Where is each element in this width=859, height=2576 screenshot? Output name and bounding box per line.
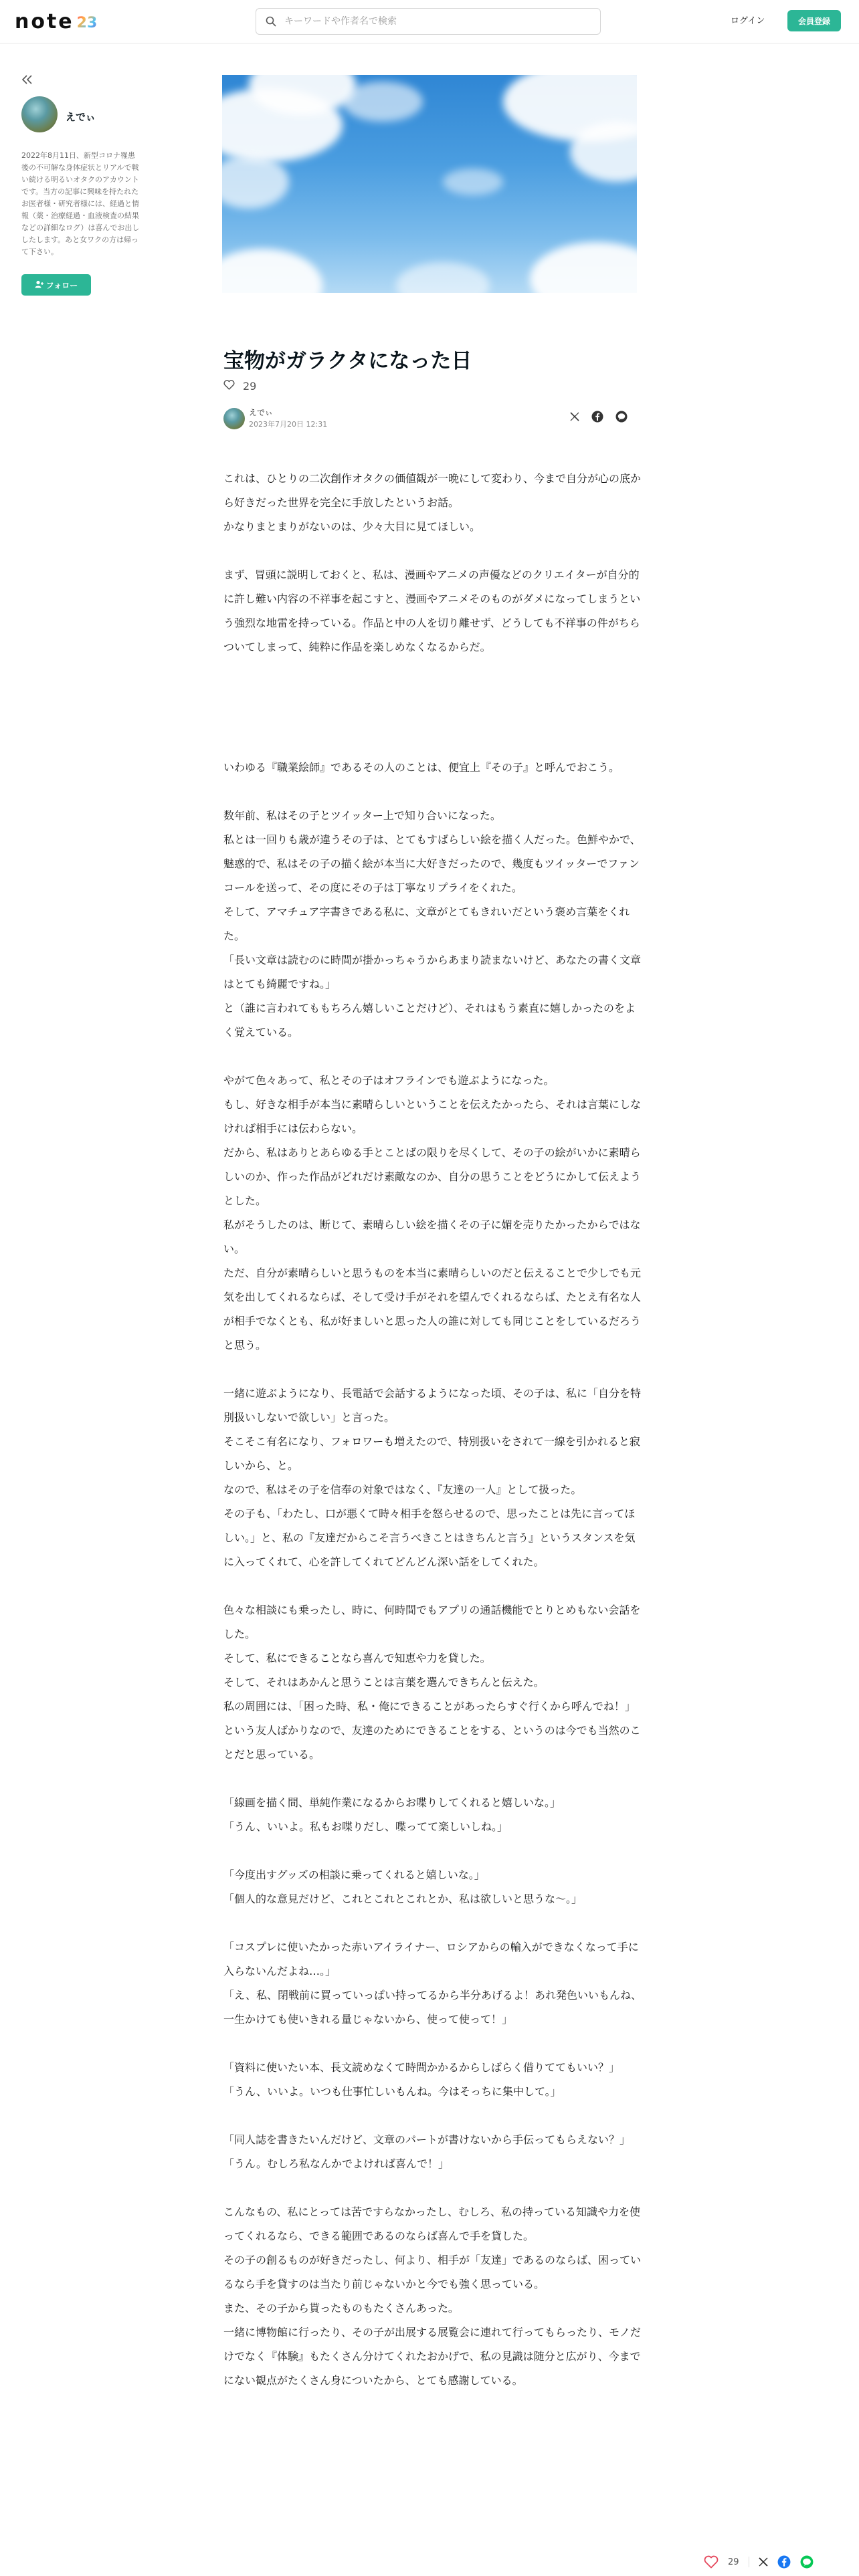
article-paragraph: 一緒に博物館に行ったり、その子が出展する展覧会に連れて行ってもらったり、モノだけでなく『体験』もたくさん分けてくれたおかげで、私の見識は随分と広がり、今までにない観点がたくさん身についたから、とても感謝している。 <box>223 2326 641 2387</box>
article-paragraph <box>223 683 642 708</box>
article-paragraph <box>223 1911 642 1935</box>
article-paragraph: 「資料に使いたい本、長文読めなくて時間かかるからしばらく借りててもいい？」 <box>223 2061 620 2074</box>
article-paragraph: 「今度出すグッズの相談に乗ってくれると嬉しいな。」 <box>223 1868 485 1881</box>
article-paragraph: 「え、私、閉戦前に買っていっぱい持ってるから半分あげるよ！あれ発色いいもんね、一生かけても使いきれる量じゃないから、使って使って！」 <box>223 1989 642 2026</box>
article-paragraph: やがて色々あって、私とその子はオフラインでも遊ぶようになった。 <box>223 1074 555 1087</box>
line-icon[interactable] <box>615 411 628 423</box>
article-paragraph: もし、好きな相手が本当に素晴らしいということを伝えたかったら、それは言葉にしなければ相手には伝わらない。 <box>223 1098 642 1135</box>
article-paragraph: なので、私はその子を信奉の対象ではなく、『友達の一人』として扱った。 <box>223 1483 582 1496</box>
search-input[interactable] <box>283 15 580 27</box>
like-count[interactable]: 29 <box>243 380 257 393</box>
article-paragraph <box>223 2104 642 2128</box>
article-paragraph: 「線画を描く間、単純作業になるからお喋りしてくれると嬉しいな。」 <box>223 1796 561 1809</box>
article-paragraph: いわゆる『職業絵師』であるその人のことは、便宜上『その子』と呼んでおこう。 <box>223 761 620 774</box>
article-paragraph: 「コスプレに使いたかった赤いアイライナー、ロシアからの輸入ができなくなって手に入らないんだよね…。」 <box>223 1941 639 1977</box>
article-paragraph: ただ、自分が素晴らしいと思うものを本当に素晴らしいのだと伝えることで少しでも元気を出してくれるならば、そして受け手がそれを望んでくれるならば、たとえ有名な人が相手でなくとも、私が好ましいと思った人の誰に対しても同じことをしているだろうと思う。 <box>223 1267 642 1352</box>
follow-button[interactable] <box>21 274 91 296</box>
article-paragraph: 「うん。むしろ私なんかでよければ喜んで！」 <box>223 2157 449 2170</box>
x-icon[interactable] <box>570 412 579 421</box>
bottom-like-count[interactable]: 29 <box>728 2557 739 2567</box>
follow-label: フォロー <box>45 280 78 290</box>
article-paragraph: そこそこ有名になり、フォロワーも増えたので、特別扱いをされて一線を引かれると寂しいから、と。 <box>223 1435 640 1472</box>
article-paragraph: 色々な相談にも乗ったし、時に、何時間でもアプリの通話機能でとりとめもない会話をした。 <box>223 1604 641 1640</box>
heart-icon[interactable] <box>704 2555 719 2569</box>
like-summary[interactable] <box>223 380 256 393</box>
logo-badge: 23 <box>76 14 98 31</box>
sidebar-author-name[interactable]: えでぃ <box>66 111 96 123</box>
article-body <box>223 467 642 2393</box>
article-paragraph: これは、ひとりの二次創作オタクの価値観が一晩にして変わり、今まで自分が心の底から好きだった世界を完全に手放したというお話。 <box>223 472 642 509</box>
heart-icon[interactable] <box>223 380 235 393</box>
search-icon <box>266 16 276 27</box>
article-paragraph <box>223 659 642 683</box>
publish-date: 2023年7月20日 12:31 <box>249 420 328 429</box>
article-paragraph <box>223 1045 642 1069</box>
note-logo[interactable] <box>15 9 97 33</box>
article-paragraph: 「うん、いいよ。いつも仕事忙しいもんね。今はそっちに集中して。」 <box>223 2085 561 2098</box>
article-paragraph <box>223 1767 642 1791</box>
article-paragraph <box>223 780 642 804</box>
article-paragraph <box>223 1358 642 1382</box>
article-paragraph: かなりまとまりがないのは、少々大目に見てほしい。 <box>223 520 481 533</box>
line-icon[interactable] <box>800 2555 814 2569</box>
article-paragraph: 私とは一回りも歳が違うその子は、とてもすばらしい絵を描く人だった。色鮮やかで、魅惑的で、私はその子の描く絵が本当に大好きだったので、幾度もツイッターでファンコールを送って、その度にその子は丁寧なリプライをくれた。 <box>223 833 641 894</box>
article-paragraph: だから、私はありとあらゆる手とことばの限りを尽くして、その子の絵がいかに素晴らしいのか、作った作品がどれだけ素敵なのか、自分の思うことをどうにかして伝えようとした。 <box>223 1146 642 1207</box>
article-paragraph: まず、冒頭に説明しておくと、私は、漫画やアニメの声優などのクリエイターが自分的に許し難い内容の不祥事を起こすと、漫画やアニメそのものがダメになってしまうという強烈な地雷を持っている。作品と中の人を切り離せず、どうしても不祥事の件がちらついてしまって、純粋に作品を楽しめなくなるからだ。 <box>223 568 641 653</box>
hero-image <box>222 75 637 293</box>
share-buttons <box>570 411 628 423</box>
article-paragraph <box>223 1839 642 1863</box>
article-title: 宝物がガラクタになった日 <box>223 349 472 373</box>
author-bio: 2022年8月11日、新型コロナ罹患後の不可解な身体症状とリアルで戦い続ける明るいオタクのアカウントです。当方の記事に興味を持たれたお医者様・研究者様には、経過と情報（薬・治療経過・血液検査の結果などの詳細なログ）は喜んでお出ししたします。あと女ワクの方は帰って下さい。 <box>21 151 140 256</box>
facebook-icon[interactable] <box>777 2555 791 2569</box>
floating-action-bar <box>704 2553 814 2571</box>
login-link[interactable]: ログイン <box>731 16 765 26</box>
article-paragraph: 「長い文章は読むのに時間が掛かっちゃうからあまり読まないけど、あなたの書く文章はとても綺麗ですね。」 <box>223 954 642 990</box>
article-paragraph: 私がそうしたのは、断じて、素晴らしい絵を描くその子に媚を売りたかったからではない。 <box>223 1218 641 1255</box>
chevrons-left-icon[interactable] <box>21 72 33 88</box>
article-paragraph: その子の創るものが好きだったし、何より、相手が「友達」であるのならば、困っているなら手を貸すのは当たり前じゃないかと今でも強く思っている。 <box>223 2254 642 2290</box>
article-paragraph <box>223 539 642 563</box>
article-paragraph: そして、それはあかんと思うことは言葉を選んできちんと伝えた。 <box>223 1676 545 1689</box>
article-paragraph: と（誰に言われてももちろん嬉しいことだけど）、それはもう素直に嬉しかったのをよく覚えている。 <box>223 1002 636 1039</box>
article-paragraph: また、その子から貰ったものもたくさんあった。 <box>223 2302 459 2315</box>
article-paragraph: 「同人誌を書きたいんだけど、文章のパートが書けないから手伝ってもらえない？」 <box>223 2133 631 2146</box>
article-paragraph <box>223 1574 642 1598</box>
article-paragraph: そして、私にできることなら喜んで知恵や力を貸した。 <box>223 1652 491 1665</box>
author-avatar-small[interactable] <box>223 408 245 429</box>
article-paragraph: 私の周囲には、「困った時、私・俺にできることがあったらすぐ行くから呼んでね！」という友人ばかりなので、友達のためにできることをする、というのは今でも当然のことだと思っている。 <box>223 1700 641 1761</box>
article-paragraph: 一緒に遊ぶようになり、長電話で会話するようになった頃、その子は、私に「自分を特別扱いしないで欲しい」と言った。 <box>223 1387 642 1424</box>
article-paragraph: その子も、「わたし、口が悪くて時々相手を怒らせるので、思ったことは先に言ってほしい。」と、私の『友達だからこそ言うべきことはきちんと言う』というスタンスを気に入ってくれて、心を許してくれてどんどん深い話をしてくれた。 <box>223 1507 636 1568</box>
signup-button[interactable]: 会員登録 <box>787 10 841 31</box>
article-author-name[interactable]: えでぃ <box>249 408 273 417</box>
article-paragraph <box>223 732 642 756</box>
article-paragraph: そして、アマチュア字書きである私に、文章がとてもきれいだという褒め言葉をくれた。 <box>223 905 630 942</box>
article-paragraph <box>223 2032 642 2056</box>
author-avatar[interactable] <box>21 96 58 132</box>
logo-text: note <box>15 9 74 33</box>
article-paragraph <box>223 708 642 732</box>
article-paragraph: 数年前、私はその子とツイッター上で知り合いになった。 <box>223 809 501 822</box>
article-paragraph <box>223 2176 642 2200</box>
global-header <box>0 0 859 43</box>
article-paragraph: 「個人的な意見だけど、これとこれとこれとか、私は欲しいと思うな〜。」 <box>223 1893 583 1905</box>
user-plus-icon <box>35 280 43 290</box>
x-icon[interactable] <box>759 2557 768 2567</box>
facebook-icon[interactable] <box>591 411 603 423</box>
search-box[interactable] <box>256 8 601 35</box>
article-paragraph: 「うん、いいよ。私もお喋りだし、喋ってて楽しいしね。」 <box>223 1820 508 1833</box>
article-paragraph: こんなもの、私にとっては苦ですらなかったし、むしろ、私の持っている知識や力を使ってくれるなら、できる範囲であるのならば喜んで手を貸した。 <box>223 2206 641 2242</box>
